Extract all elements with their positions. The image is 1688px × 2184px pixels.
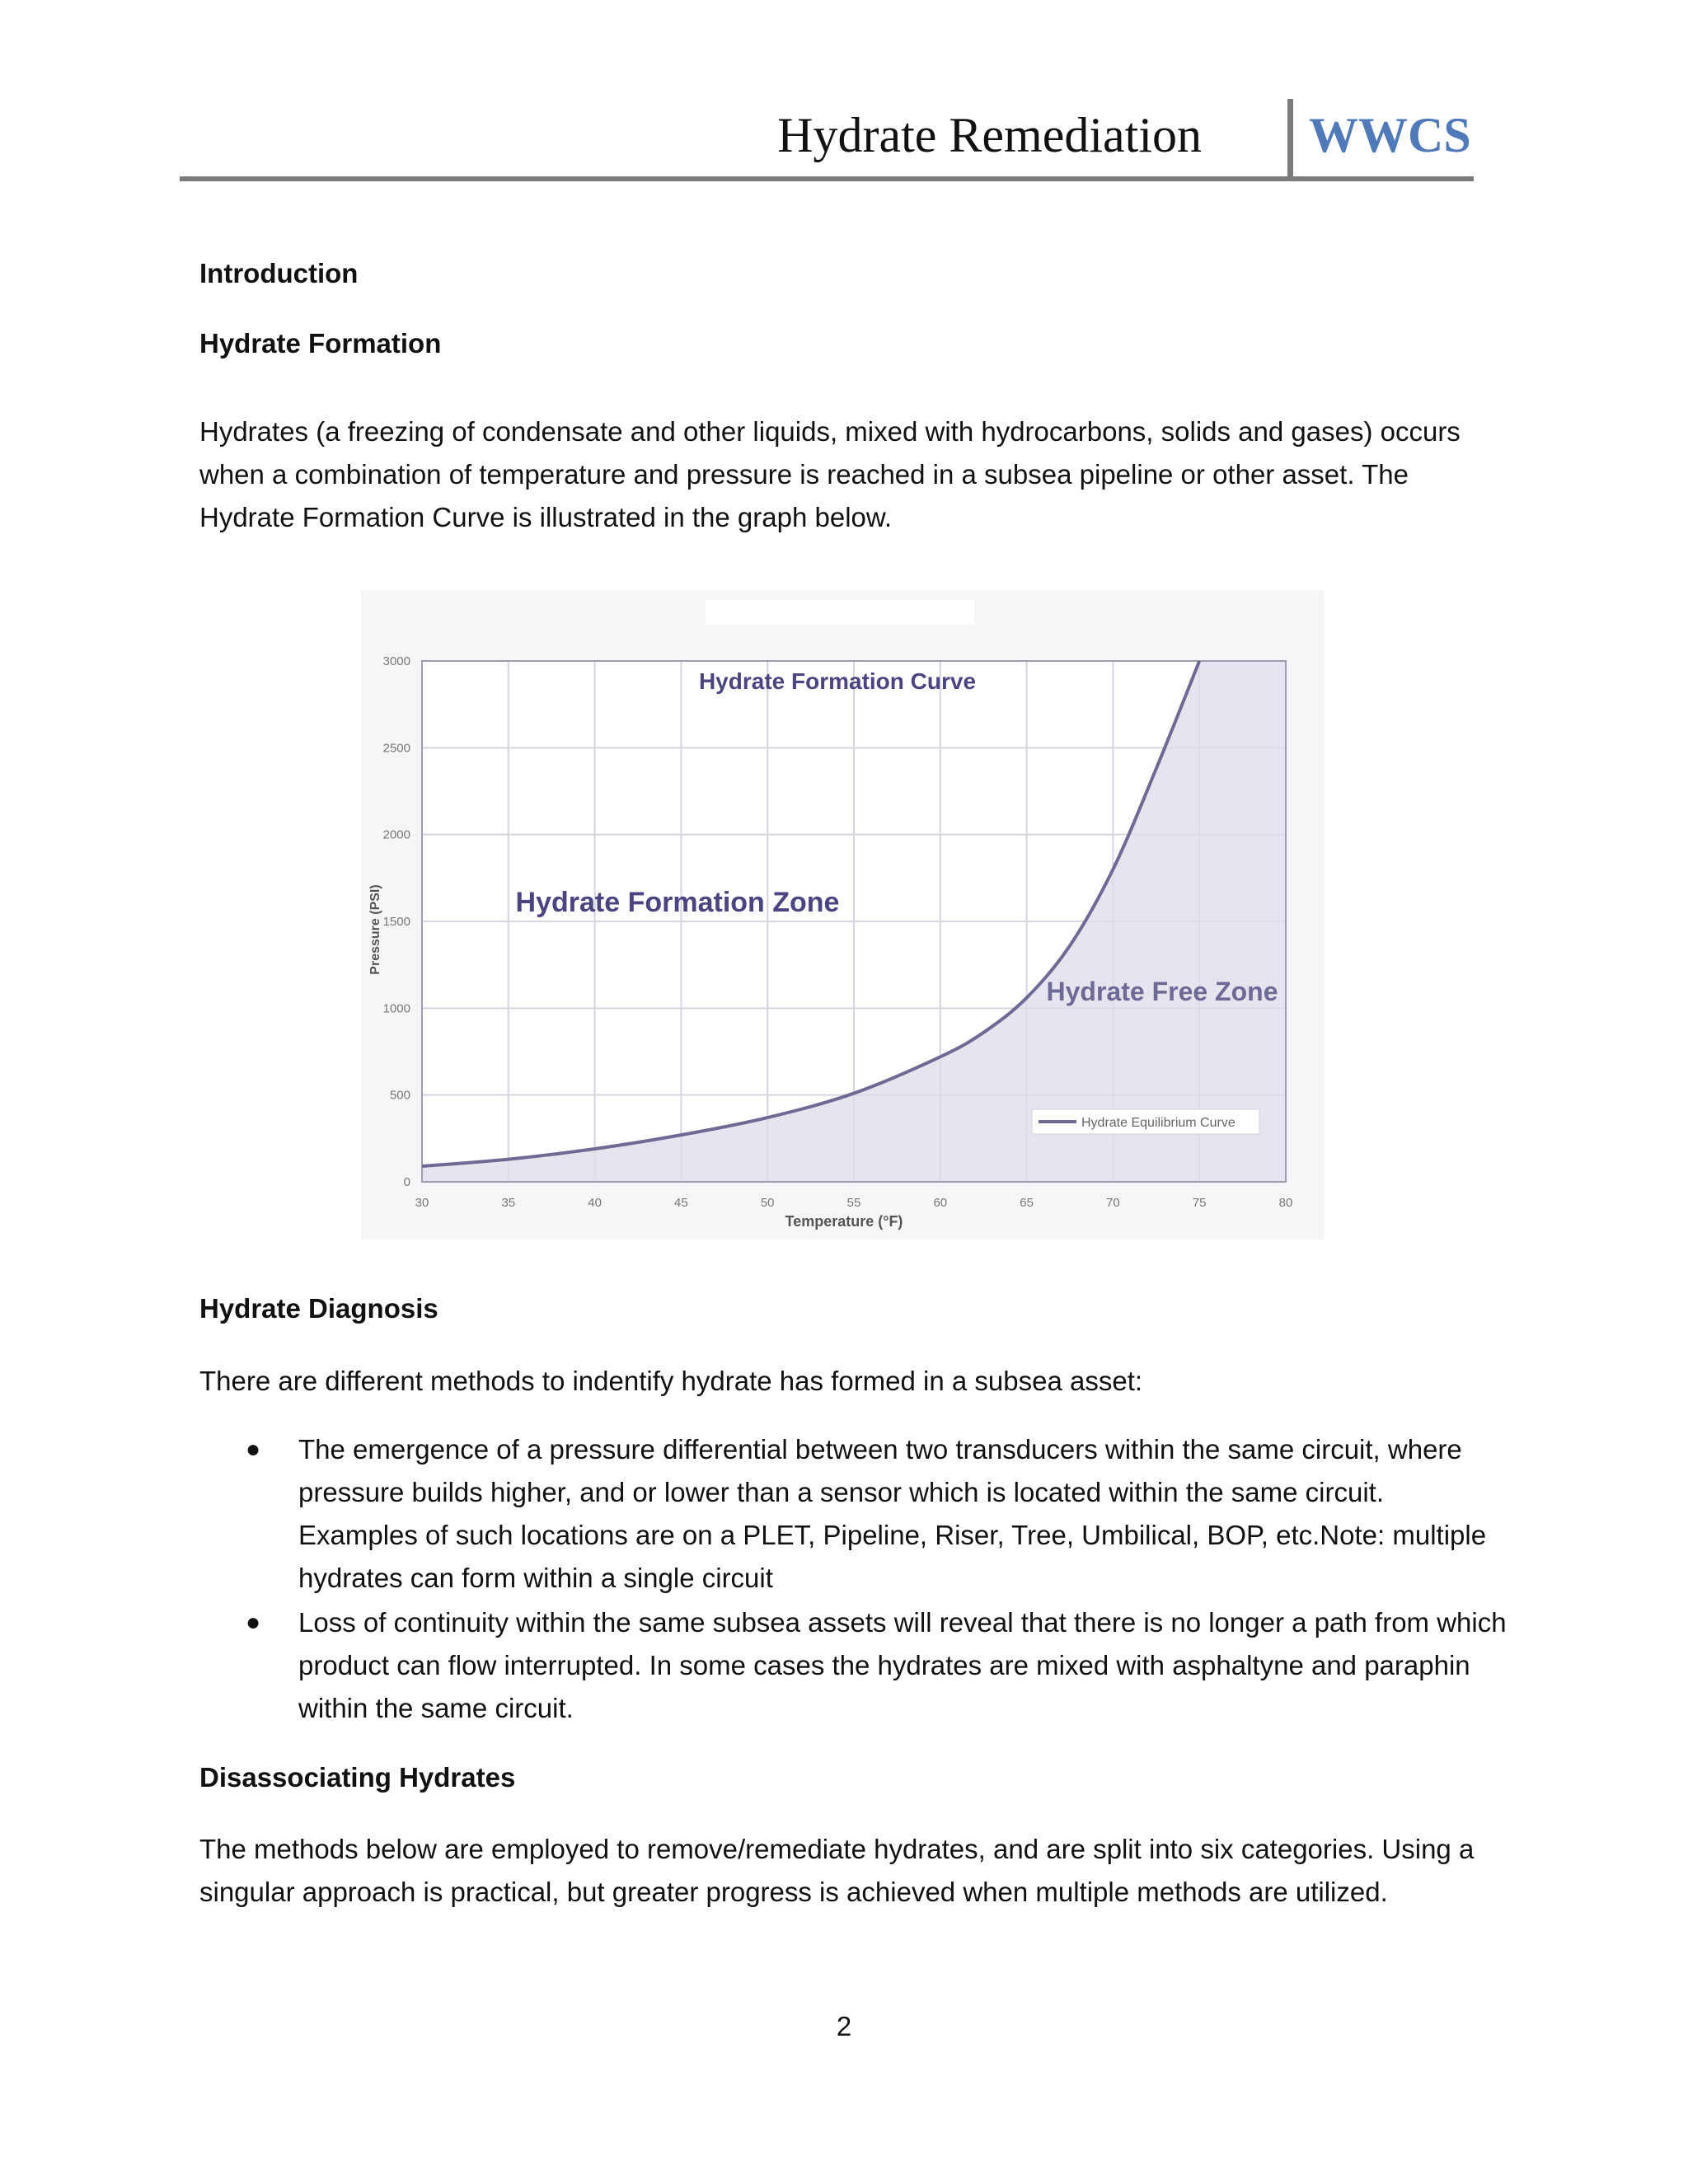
y-axis-ticks	[383, 654, 410, 1189]
x-axis-ticks	[415, 1196, 1293, 1210]
header-divider	[1287, 99, 1293, 178]
list-item	[199, 1601, 1510, 1730]
heading-hydrate-formation: Hydrate Formation	[199, 328, 442, 359]
y-axis-label: Pressure (PSI)	[368, 884, 382, 975]
x-tick-label: 75	[1192, 1196, 1207, 1210]
y-tick-label: 3000	[382, 654, 410, 668]
bullet-icon: ●	[246, 1609, 261, 1636]
chart-legend	[1032, 1109, 1259, 1134]
bullet-text: Loss of continuity within the same subsea assets will reveal that there is no longer a path from which product can flow interrupted. In some cases the hydrates are mixed with asphaltyne and paraphin within the same circuit.	[298, 1607, 1507, 1723]
heading-introduction: Introduction	[199, 258, 359, 288]
diagnosis-intro: There are different methods to indentify hydrate has formed in a subsea asset:	[199, 1366, 1143, 1396]
legend-label: Hydrate Equilibrium Curve	[1081, 1116, 1236, 1130]
x-axis-label: Temperature (°F)	[785, 1213, 903, 1230]
hydrate-chart-figure	[361, 590, 1324, 1240]
heading-hydrate-diagnosis: Hydrate Diagnosis	[199, 1293, 438, 1324]
y-tick-label: 2000	[382, 827, 410, 842]
chart-top-label-box	[706, 600, 974, 625]
x-tick-label: 45	[674, 1196, 688, 1210]
x-tick-label: 60	[933, 1196, 948, 1210]
bullet-icon: ●	[246, 1436, 261, 1463]
list-item	[199, 1428, 1510, 1600]
free-zone-label: Hydrate Free Zone	[1046, 977, 1278, 1006]
page-number: 2	[836, 2011, 852, 2041]
y-tick-label: 1000	[382, 1001, 410, 1016]
document-title: Hydrate Remediation	[777, 108, 1202, 162]
x-tick-label: 30	[415, 1196, 429, 1210]
formation-zone-label: Hydrate Formation Zone	[515, 887, 840, 918]
x-tick-label: 80	[1278, 1196, 1293, 1210]
y-tick-label: 500	[389, 1088, 410, 1103]
chart-title: Hydrate Formation Curve	[698, 668, 977, 694]
hydrate-formation-chart	[361, 590, 1324, 1240]
company-brand: WWCS	[1309, 108, 1471, 162]
y-tick-label: 1500	[382, 915, 410, 929]
x-tick-label: 35	[501, 1196, 516, 1210]
y-tick-label: 0	[403, 1175, 410, 1189]
formation-paragraph: Hydrates (a freezing of condensate and other liquids, mixed with hydrocarbons, solids and gases) occurs when a combination of temperature and pressure is reached in a subsea pipeline or other asset. The Hydrate Formation Curve is illustrated in the graph below.	[199, 416, 1461, 532]
bullet-text: The emergence of a pressure differential between two transducers within the same circuit, where pressure builds higher, and or lower than a sensor which is located within the same circuit. Examples of such locations are on a PLET, Pipeline, Riser, Tree, Umbilical, BOP, etc.Note: multiple hydrates can form within a single circuit	[298, 1434, 1487, 1593]
y-tick-label: 2500	[382, 741, 410, 756]
x-tick-label: 55	[846, 1196, 861, 1210]
x-tick-label: 50	[760, 1196, 775, 1210]
disassociating-paragraph: The methods below are employed to remove/remediate hydrates, and are split into six categories. Using a singular approach is practical, but greater progress is achieved when multiple methods are utilized.	[199, 1834, 1475, 1907]
x-tick-label: 65	[1020, 1196, 1034, 1210]
heading-disassociating-hydrates: Disassociating Hydrates	[199, 1762, 516, 1793]
diagnosis-bullet-list	[199, 1428, 1510, 1732]
header-rule	[180, 176, 1474, 181]
x-tick-label: 70	[1106, 1196, 1120, 1210]
x-tick-label: 40	[588, 1196, 602, 1210]
